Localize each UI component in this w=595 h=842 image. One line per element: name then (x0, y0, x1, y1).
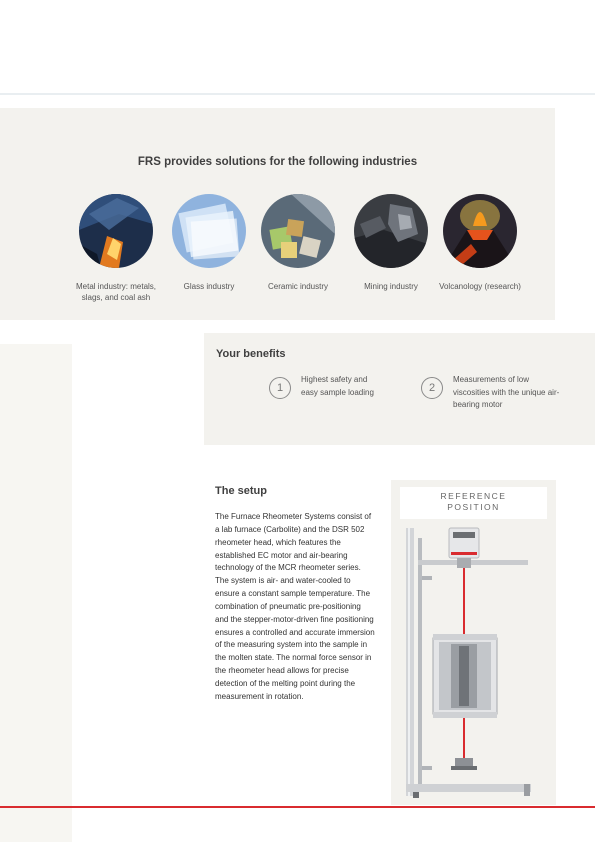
reference-line-2: POSITION (447, 502, 500, 512)
glass-panes-icon (172, 194, 246, 268)
industry-label: Mining industry (364, 282, 418, 291)
industries-title: FRS provides solutions for the following industries (137, 156, 418, 168)
rheometer-figure (391, 480, 556, 805)
left-sidebar-panel (0, 344, 72, 842)
industry-volcanology (430, 194, 530, 292)
industry-mining (341, 194, 441, 292)
industry-label: Metal industry: metals, slags, and coal ash (75, 282, 157, 302)
benefits-panel (204, 333, 595, 445)
setup-title: The setup (215, 485, 267, 497)
footer-accent-line (0, 806, 595, 808)
benefit-number-badge: 1 (269, 377, 291, 399)
industry-label: Volcanology (research) (439, 282, 521, 291)
industries-panel (0, 108, 555, 320)
industry-ceramic (248, 194, 348, 292)
rheometer-illustration (391, 480, 556, 805)
benefit-text: Highest safety and easy sample loading (301, 375, 374, 397)
benefit-text: Measurements of low viscosities with the unique air-bearing motor (453, 375, 560, 409)
benefit-number-badge: 2 (421, 377, 443, 399)
header-divider (0, 93, 595, 95)
ceramic-tiles-icon (261, 194, 335, 268)
setup-body-text: The Furnace Rheometer Systems consist of a lab furnace (Carbolite) and the DSR 502 rheometer head, which features the established EC motor and air-bearing technology of the MCR rheometer series. The system is air- and water-cooled to ensure a constant sample temperature. The combination of pneumatic pre-positioning and the stepper-motor-driven fine positioning ensures a controlled and accurate immersion of the measuring system into the sample in the molten state. The normal force sensor in the rheometer head allows for precise detection of the melting point during the measurement in rotation. (215, 512, 375, 701)
industry-glass (159, 194, 259, 292)
benefits-title: Your benefits (216, 348, 286, 360)
reference-line-1: REFERENCE (440, 491, 507, 501)
industry-label: Ceramic industry (267, 282, 328, 291)
industry-label: Glass industry (183, 282, 235, 291)
mining-excavator-icon (354, 194, 428, 268)
volcano-icon (443, 194, 517, 268)
molten-metal-icon (79, 194, 153, 268)
industry-metal (66, 194, 166, 303)
